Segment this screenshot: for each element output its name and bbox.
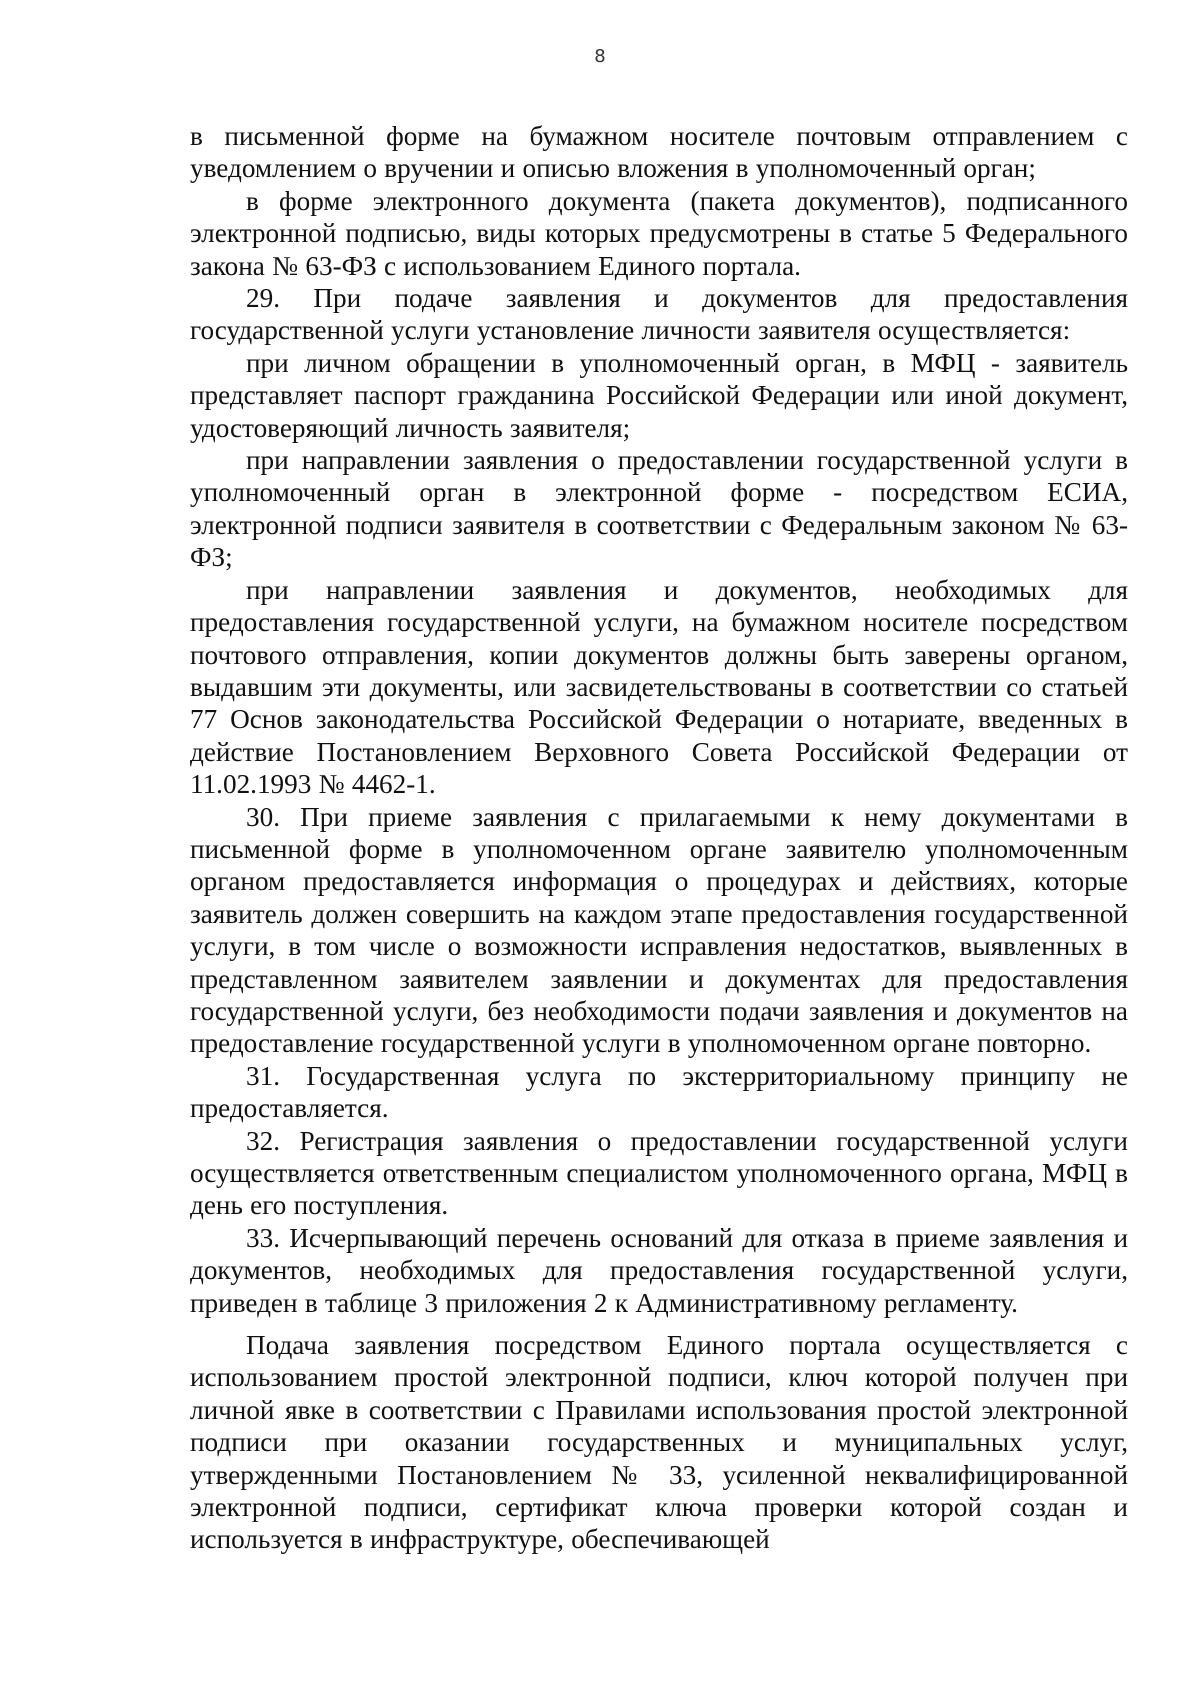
paragraph-item-31: 31. Государственная услуга по экстерриториальному принципу не предоставляется. bbox=[190, 1060, 1128, 1124]
page-number: 8 bbox=[594, 46, 606, 67]
paragraph-item-30: 30. При приеме заявления с прилагаемыми к нему документами в письменной форме в уполномоченном органе заявителю уполномоченным органом предоставляется информация о процедурах и действиях, которые заявитель должен совершить на каждом этапе предоставления государственной услуги, в том числе о возможности исправления недостатков, выявленных в представленном заявителем заявлении и документах для предоставления государственной услуги, без необходимости подачи заявления и документов на предоставление государственной услуги в уполномоченном органе повторно. bbox=[190, 801, 1128, 1059]
paragraph-electronic-esia: при направлении заявления о предоставлении государственной услуги в уполномоченный орган в электронной форме - посредством ЕСИА, электронной подписи заявителя в соответствии с Федеральным законом № 63-ФЗ; bbox=[190, 445, 1128, 573]
paragraph-postal-submission: в письменной форме на бумажном носителе почтовым отправлением с уведомлением о вручении и описью вложения в уполномоченный орган; bbox=[190, 121, 1128, 184]
paragraph-electronic-submission: в форме электронного документа (пакета документов), подписанного электронной подписью, виды которых предусмотрены в статье 5 Федерального закона № 63-ФЗ с использованием Единого портала. bbox=[190, 185, 1128, 281]
document-body bbox=[190, 120, 1128, 1556]
paragraph-item-33: 33. Исчерпывающий перечень оснований для отказа в приеме заявления и документов, необходимых для предоставления государственной услуги, приведен в таблице 3 приложения 2 к Административному регламенту. bbox=[190, 1222, 1128, 1318]
paragraph-item-29: 29. При подаче заявления и документов для предоставления государственной услуги установление личности заявителя осуществляется: bbox=[190, 283, 1128, 346]
paragraph-paper-mail: при направлении заявления и документов, необходимых для предоставления государственной услуги, на бумажном носителе посредством почтового отправления, копии документов должны быть заверены органом, выдавшим эти документы, или засвидетельствованы в соответствии со статьей 77 Основ законодательства Российской Федерации о нотариате, введенных в действие Постановлением Верховного Совета Российской Федерации от 11.02.1993 № 4462-1. bbox=[190, 574, 1128, 800]
paragraph-item-32: 32. Регистрация заявления о предоставлении государственной услуги осуществляется ответственным специалистом уполномоченного органа, МФЦ в день его поступления. bbox=[190, 1125, 1128, 1221]
paragraph-personal-visit: при личном обращении в уполномоченный орган, в МФЦ - заявитель представляет паспорт гражданина Российской Федерации или иной документ, удостоверяющий личность заявителя; bbox=[190, 347, 1128, 443]
paragraph-portal-submission: Подача заявления посредством Единого портала осуществляется с использованием простой электронной подписи, ключ которой получен при личной явке в соответствии с Правилами использования простой электронной подписи при оказании государственных и муниципальных услуг, утвержденными Постановлением № 33, усиленной неквалифицированной электронной подписи, сертификат ключа проверки которой создан и используется в инфраструктуре, обеспечивающей bbox=[190, 1330, 1128, 1555]
